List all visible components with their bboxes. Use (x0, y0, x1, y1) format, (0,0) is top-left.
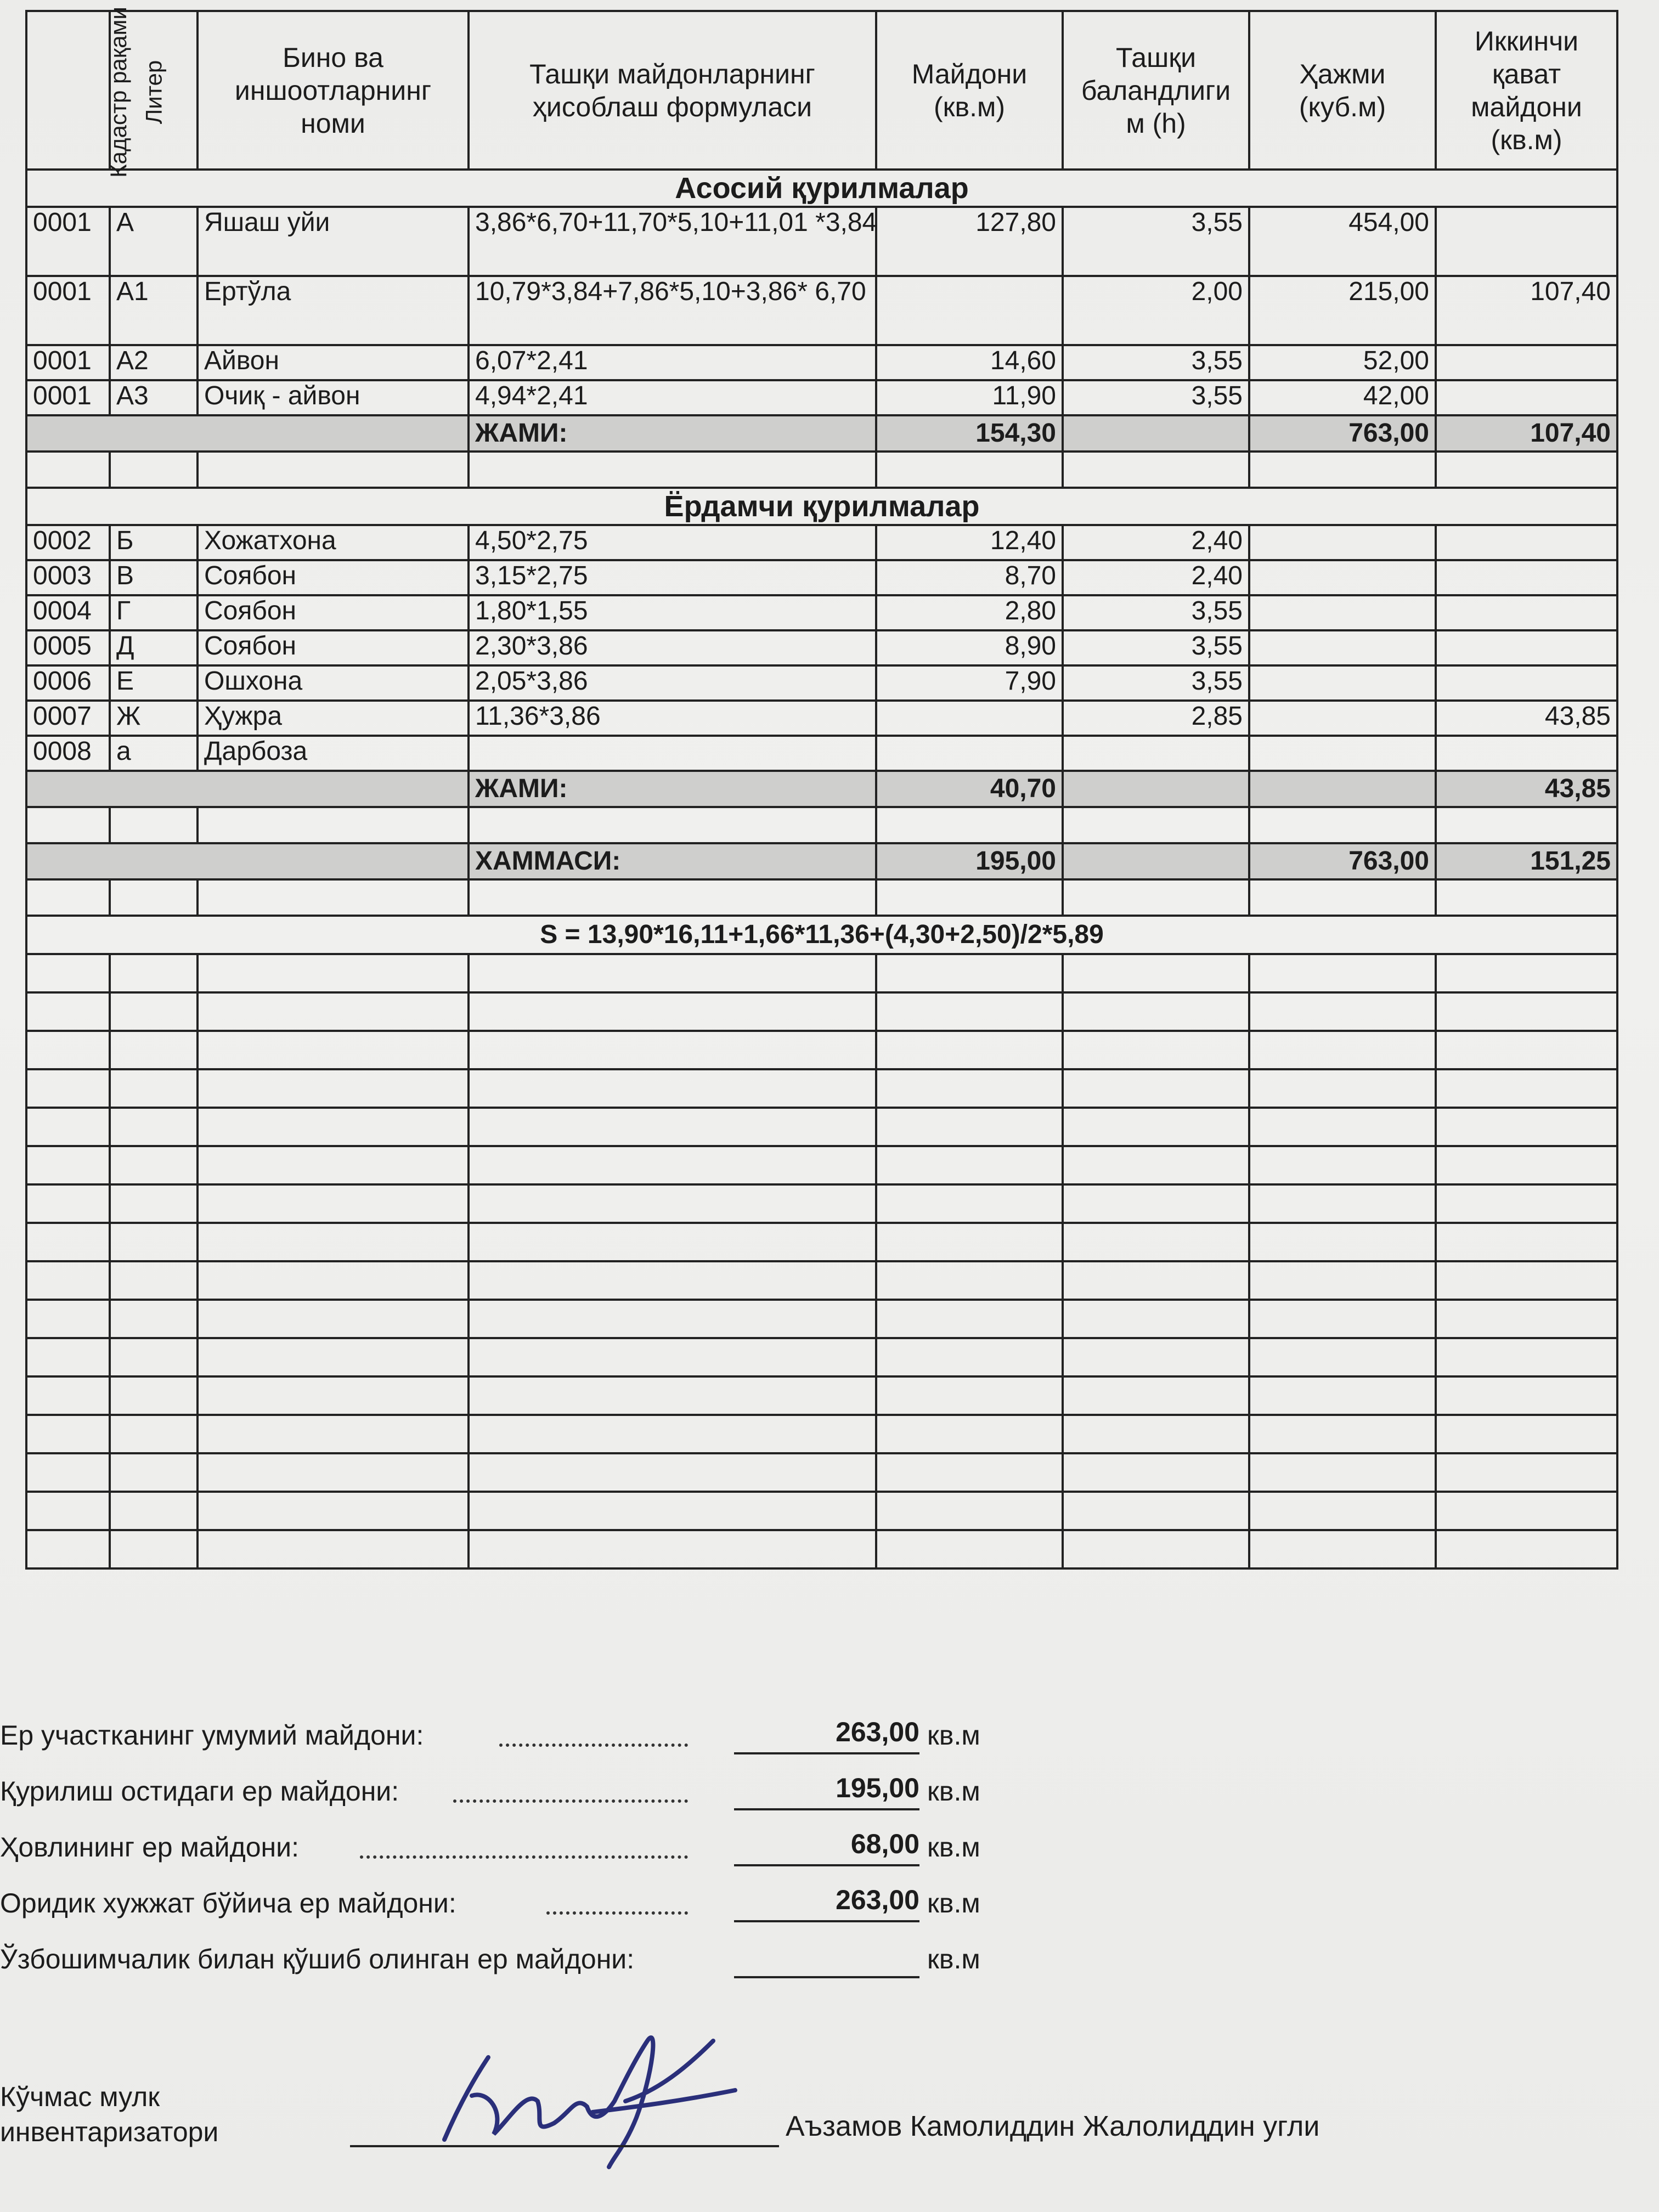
cell-formula: 10,79*3,84+7,86*5,10+3,86* 6,70 (469, 276, 876, 345)
table-row (26, 207, 1617, 276)
section-title-aux: Ёрдамчи қурилмалар (26, 488, 1617, 525)
table-row (26, 736, 1617, 771)
summary-unit: кв.м (927, 1720, 980, 1751)
handwritten-signature (428, 2008, 779, 2172)
cell-area: 8,70 (876, 560, 1063, 595)
cell-height: 2,40 (1063, 560, 1249, 595)
summary-value (734, 1936, 919, 1978)
blank-grid-row (26, 1108, 1617, 1146)
cell-cadastre: 0004 (26, 595, 110, 630)
summary-row-yard-land (0, 1824, 1042, 1880)
land-formula-row (26, 916, 1617, 954)
grand-total-label: ХАММАСИ: (469, 843, 876, 879)
blank-grid-row (26, 1300, 1617, 1338)
blank-grid-row (26, 992, 1617, 1031)
cell-name: Дарбоза (198, 736, 469, 771)
table-row (26, 345, 1617, 380)
cell-name: Ертўла (198, 276, 469, 345)
total-volume: 763,00 (1249, 415, 1436, 452)
dotted-leader (499, 1743, 688, 1747)
cell-cadastre: 0005 (26, 630, 110, 665)
total-row-main (26, 415, 1617, 452)
blank-grid-row (26, 1031, 1617, 1069)
cell-cadastre: 0003 (26, 560, 110, 595)
cell-height: 3,55 (1063, 380, 1249, 415)
blank-rows (26, 954, 1617, 1568)
cell-area (876, 276, 1063, 345)
cell-area (876, 736, 1063, 771)
summary-row-annexed-land (0, 1936, 1042, 1991)
cell-area: 127,80 (876, 207, 1063, 276)
cell-liter: а (110, 736, 198, 771)
header-volume: Ҳажми (куб.м) (1249, 11, 1436, 170)
cell-formula: 11,36*3,86 (469, 701, 876, 736)
land-summary (0, 1712, 1042, 1991)
cell-liter: А2 (110, 345, 198, 380)
cell-liter: Е (110, 665, 198, 701)
inventory-table (25, 6, 1618, 1570)
cell-area: 12,40 (876, 525, 1063, 560)
grand-total-area: 195,00 (876, 843, 1063, 879)
cell-liter: А1 (110, 276, 198, 345)
header-liter: Литер (110, 11, 198, 170)
dotted-leader (453, 1799, 688, 1803)
cell-volume: 52,00 (1249, 345, 1436, 380)
cell-area: 2,80 (876, 595, 1063, 630)
cell-cadastre: 0006 (26, 665, 110, 701)
header-building-name: Бино ва иншоотларнинг номи (198, 11, 469, 170)
cell-formula: 4,94*2,41 (469, 380, 876, 415)
cell-volume (1249, 630, 1436, 665)
blank-grid-row (26, 1184, 1617, 1223)
cell-cadastre: 0001 (26, 207, 110, 276)
cell-height: 2,40 (1063, 525, 1249, 560)
header-formula: Ташқи майдонларнинг ҳисоблаш формуласи (469, 11, 876, 170)
officer-name: Аъзамов Камолиддин Жалолиддин угли (786, 2111, 1320, 2142)
blank-grid-row (26, 1223, 1617, 1261)
cell-formula (469, 736, 876, 771)
cell-cadastre: 0001 (26, 345, 110, 380)
header-height: Ташқи баландлиги м (h) (1063, 11, 1249, 170)
cell-volume: 454,00 (1249, 207, 1436, 276)
cell-height (1063, 736, 1249, 771)
cell-formula: 2,30*3,86 (469, 630, 876, 665)
grand-total-second: 151,25 (1436, 843, 1617, 879)
blank-grid-row (26, 1453, 1617, 1492)
summary-label: Ўзбошимчалик билан қўшиб олинган ер майдони: (0, 1944, 635, 1974)
cell-name: Ошхона (198, 665, 469, 701)
summary-unit: кв.м (927, 1832, 980, 1863)
empty-row (26, 879, 1617, 916)
cell-volume (1249, 736, 1436, 771)
signature-line (350, 2145, 779, 2147)
summary-row-built-land (0, 1768, 1042, 1824)
cell-formula: 2,05*3,86 (469, 665, 876, 701)
land-formula: S = 13,90*16,11+1,66*11,36+(4,30+2,50)/2*5,89 (26, 916, 1617, 954)
cell-volume: 42,00 (1249, 380, 1436, 415)
cell-name: Яшаш уйи (198, 207, 469, 276)
total-area: 154,30 (876, 415, 1063, 452)
blank-grid-row (26, 1376, 1617, 1415)
summary-value: 263,00 (734, 1880, 919, 1922)
cell-volume (1249, 665, 1436, 701)
header-second-floor: Иккинчи қават майдони (кв.м) (1436, 11, 1617, 170)
cell-second: 107,40 (1436, 276, 1617, 345)
empty-row (26, 807, 1617, 843)
total-second: 107,40 (1436, 415, 1617, 452)
cell-cadastre: 0007 (26, 701, 110, 736)
cell-area: 8,90 (876, 630, 1063, 665)
table-row (26, 560, 1617, 595)
cell-second (1436, 630, 1617, 665)
cell-second (1436, 525, 1617, 560)
cell-cadastre: 0001 (26, 380, 110, 415)
grand-total-volume: 763,00 (1249, 843, 1436, 879)
section-row-aux (26, 488, 1617, 525)
blank-grid-row (26, 954, 1617, 992)
cell-area: 7,90 (876, 665, 1063, 701)
cell-liter: А3 (110, 380, 198, 415)
cell-height: 3,55 (1063, 630, 1249, 665)
blank-grid-row (26, 1530, 1617, 1568)
summary-unit: кв.м (927, 1944, 980, 1974)
summary-label: Ер участканинг умумий майдони: (0, 1720, 424, 1751)
cell-height: 3,55 (1063, 665, 1249, 701)
cell-second (1436, 207, 1617, 276)
table-row (26, 276, 1617, 345)
summary-row-total-land (0, 1712, 1042, 1768)
blank-grid-row (26, 1261, 1617, 1300)
cell-volume (1249, 560, 1436, 595)
dotted-leader (546, 1911, 688, 1915)
summary-label: Оридик хужжат бўйича ер майдони: (0, 1888, 456, 1918)
table-row (26, 701, 1617, 736)
cell-name: Соябон (198, 630, 469, 665)
cell-volume (1249, 525, 1436, 560)
cell-second (1436, 345, 1617, 380)
summary-label: Ҳовлининг ер майдони: (0, 1832, 299, 1863)
cell-liter: В (110, 560, 198, 595)
cell-cadastre: 0008 (26, 736, 110, 771)
table-header-row (26, 11, 1617, 170)
cell-volume: 215,00 (1249, 276, 1436, 345)
blank-grid-row (26, 1069, 1617, 1108)
cell-height: 2,00 (1063, 276, 1249, 345)
dotted-leader (360, 1855, 688, 1859)
total-label: ЖАМИ: (469, 415, 876, 452)
cell-liter: Ж (110, 701, 198, 736)
cell-liter: Б (110, 525, 198, 560)
cell-second (1436, 380, 1617, 415)
cell-second (1436, 560, 1617, 595)
cell-formula: 6,07*2,41 (469, 345, 876, 380)
summary-label: Қурилиш остидаги ер майдони: (0, 1776, 399, 1807)
cell-cadastre: 0002 (26, 525, 110, 560)
total-second: 43,85 (1436, 771, 1617, 807)
cell-height: 3,55 (1063, 595, 1249, 630)
cell-formula: 3,15*2,75 (469, 560, 876, 595)
blank-grid-row (26, 1415, 1617, 1453)
cell-area: 11,90 (876, 380, 1063, 415)
summary-value: 263,00 (734, 1712, 919, 1754)
cell-second (1436, 736, 1617, 771)
section-row-main (26, 170, 1617, 207)
cell-volume (1249, 595, 1436, 630)
cell-liter: А (110, 207, 198, 276)
cell-area (876, 701, 1063, 736)
grand-total-row (26, 843, 1617, 879)
section-title-main: Асосий қурилмалар (26, 170, 1617, 207)
summary-unit: кв.м (927, 1888, 980, 1918)
cell-name: Айвон (198, 345, 469, 380)
blank-grid-row (26, 1146, 1617, 1184)
empty-row (26, 452, 1617, 488)
blank-grid-row (26, 1492, 1617, 1530)
cell-formula: 4,50*2,75 (469, 525, 876, 560)
cell-name: Ҳужра (198, 701, 469, 736)
table-row (26, 665, 1617, 701)
cell-second: 43,85 (1436, 701, 1617, 736)
cell-formula: 1,80*1,55 (469, 595, 876, 630)
summary-row-document-land (0, 1880, 1042, 1936)
cell-name: Очиқ - айвон (198, 380, 469, 415)
header-cadastre: Кадастр рақами (26, 11, 110, 170)
cell-second (1436, 595, 1617, 630)
cell-liter: Г (110, 595, 198, 630)
cell-liter: Д (110, 630, 198, 665)
cell-second (1436, 665, 1617, 701)
cell-height: 3,55 (1063, 207, 1249, 276)
total-label: ЖАМИ: (469, 771, 876, 807)
summary-value: 195,00 (734, 1768, 919, 1810)
cell-formula: 3,86*6,70+11,70*5,10+11,01 *3,84 (469, 207, 876, 276)
total-area: 40,70 (876, 771, 1063, 807)
signature-block (0, 2079, 1426, 2211)
cell-name: Хожатхона (198, 525, 469, 560)
inventory-officer-role: Кўчмас мулк инвентаризатори (0, 2081, 219, 2147)
cell-name: Соябон (198, 595, 469, 630)
cell-name: Соябон (198, 560, 469, 595)
header-area: Майдони (кв.м) (876, 11, 1063, 170)
cell-area: 14,60 (876, 345, 1063, 380)
cell-cadastre: 0001 (26, 276, 110, 345)
table-row (26, 525, 1617, 560)
table-row (26, 595, 1617, 630)
cell-height: 2,85 (1063, 701, 1249, 736)
cell-volume (1249, 701, 1436, 736)
table-row (26, 630, 1617, 665)
summary-unit: кв.м (927, 1776, 980, 1807)
cell-height: 3,55 (1063, 345, 1249, 380)
total-row-aux (26, 771, 1617, 807)
blank-grid-row (26, 1338, 1617, 1376)
summary-value: 68,00 (734, 1824, 919, 1866)
table-row (26, 380, 1617, 415)
